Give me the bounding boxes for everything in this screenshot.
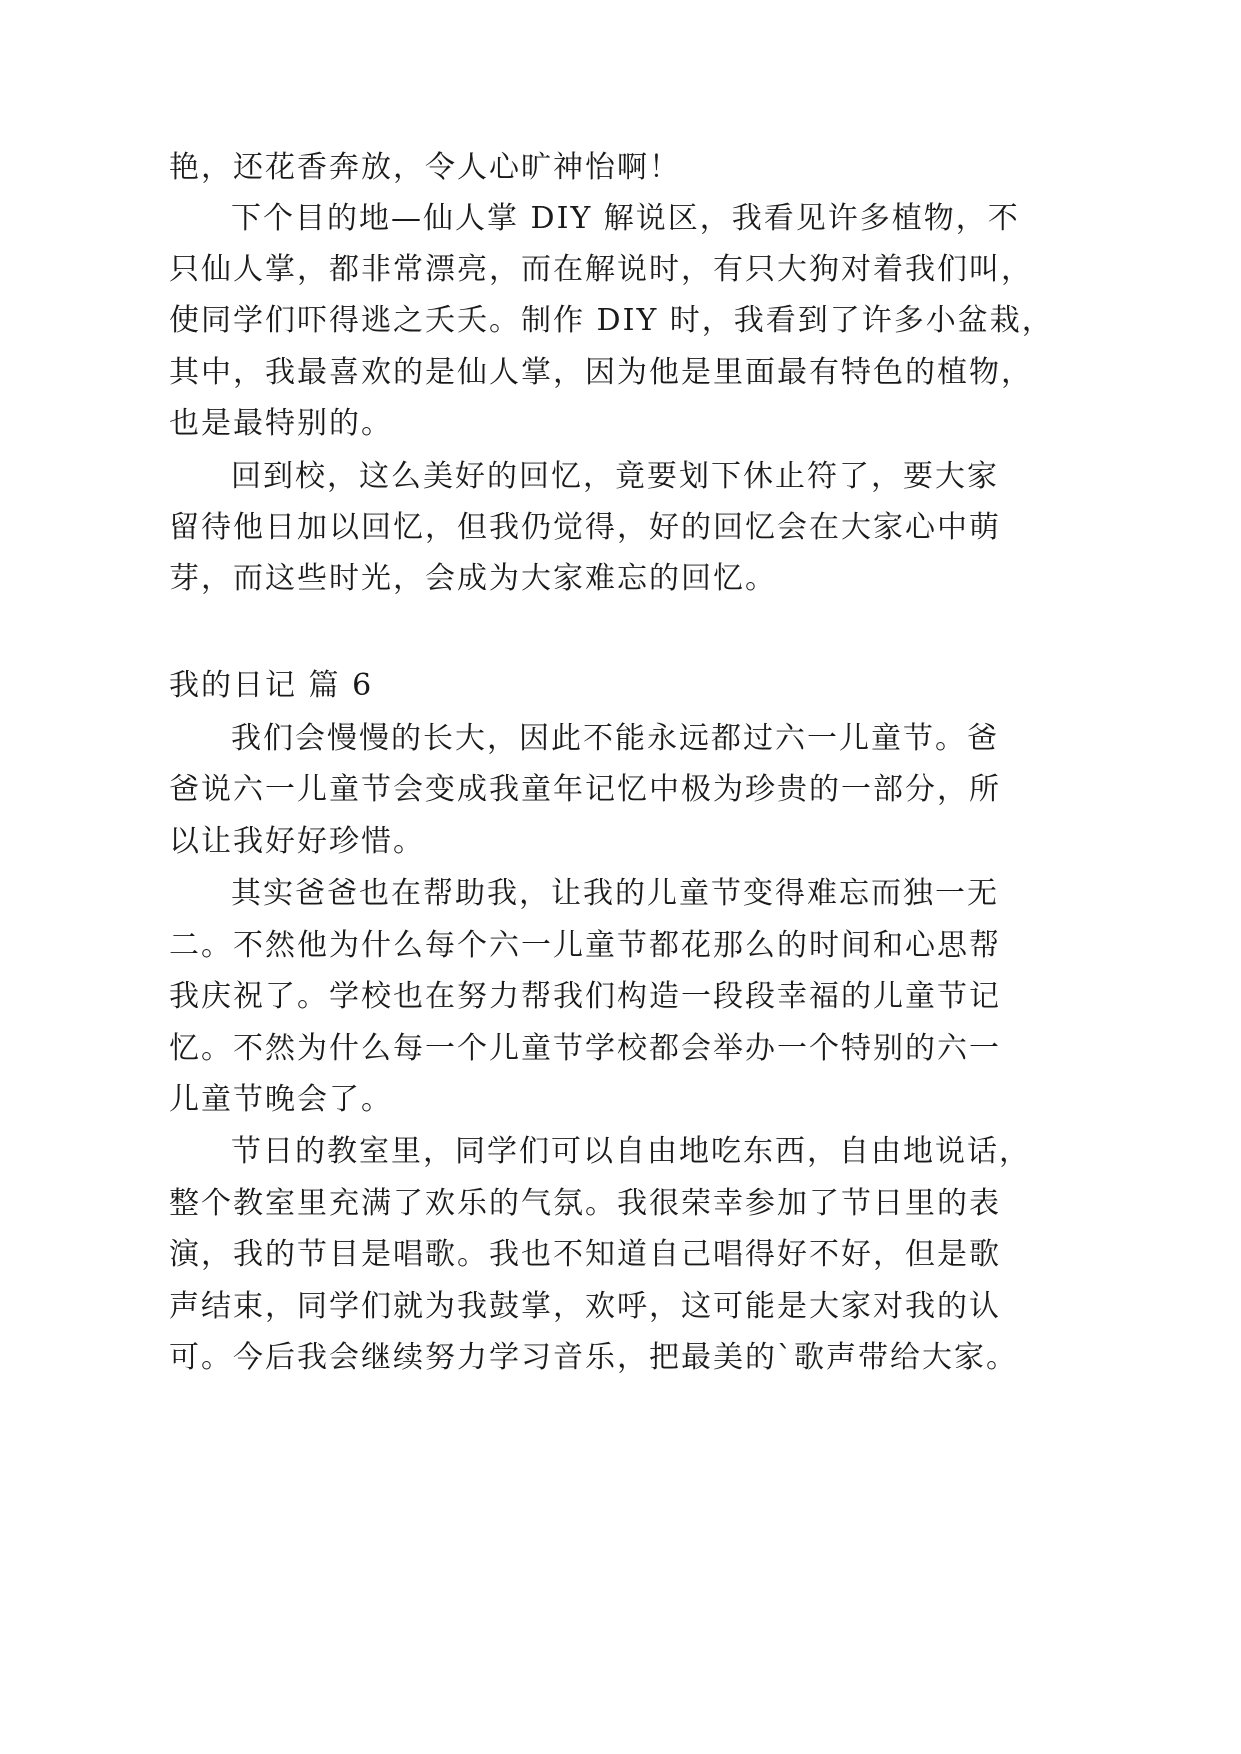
text-line: 爸说六一儿童节会变成我童年记忆中极为珍贵的一部分，所 (169, 772, 1001, 807)
text-line: 其中，我最喜欢的是仙人掌，因为他是里面最有特色的植物， (169, 355, 1033, 390)
text-line: 忆。不然为什么每一个儿童节学校都会举办一个特别的六一 (169, 1031, 1001, 1066)
paragraph-start-line: 节日的教室里，同学们可以自由地吃东西，自由地说话， (231, 1134, 1031, 1169)
text-line: 演，我的节目是唱歌。我也不知道自己唱得好不好，但是歌 (169, 1237, 1001, 1272)
text-line: 二。不然他为什么每个六一儿童节都花那么的时间和心思帮 (169, 928, 1001, 963)
text-line: 艳，还花香奔放，令人心旷神怡啊！ (169, 150, 681, 185)
paragraph-start-line: 其实爸爸也在帮助我，让我的儿童节变得难忘而独一无 (231, 876, 999, 911)
text-line: 声结束，同学们就为我鼓掌，欢呼，这可能是大家对我的认 (169, 1289, 1001, 1324)
paragraph-start-line: 下个目的地—仙人掌 DIY 解说区，我看见许多植物，不 (231, 201, 1020, 236)
section-heading: 我的日记 篇 6 (169, 668, 374, 703)
paragraph-start-line: 回到校，这么美好的回忆，竟要划下休止符了，要大家 (231, 459, 999, 494)
text-line: 也是最特别的。 (169, 406, 393, 441)
paragraph-start-line: 我们会慢慢的长大，因此不能永远都过六一儿童节。爸 (231, 721, 999, 756)
text-line: 以让我好好珍惜。 (169, 824, 425, 859)
text-line: 儿童节晚会了。 (169, 1082, 393, 1117)
text-line: 整个教室里充满了欢乐的气氛。我很荣幸参加了节日里的表 (169, 1186, 1001, 1221)
text-line: 使同学们吓得逃之夭夭。制作 DIY 时，我看到了许多小盆栽， (169, 303, 1054, 338)
text-line: 留待他日加以回忆，但我仍觉得，好的回忆会在大家心中萌 (169, 510, 1001, 545)
text-line: 只仙人掌，都非常漂亮，而在解说时，有只大狗对着我们叫， (169, 252, 1033, 287)
text-line: 芽，而这些时光，会成为大家难忘的回忆。 (169, 561, 777, 596)
text-line: 可。今后我会继续努力学习音乐，把最美的`歌声带给大家。 (169, 1340, 1018, 1375)
text-line: 我庆祝了。学校也在努力帮我们构造一段段幸福的儿童节记 (169, 979, 1001, 1014)
